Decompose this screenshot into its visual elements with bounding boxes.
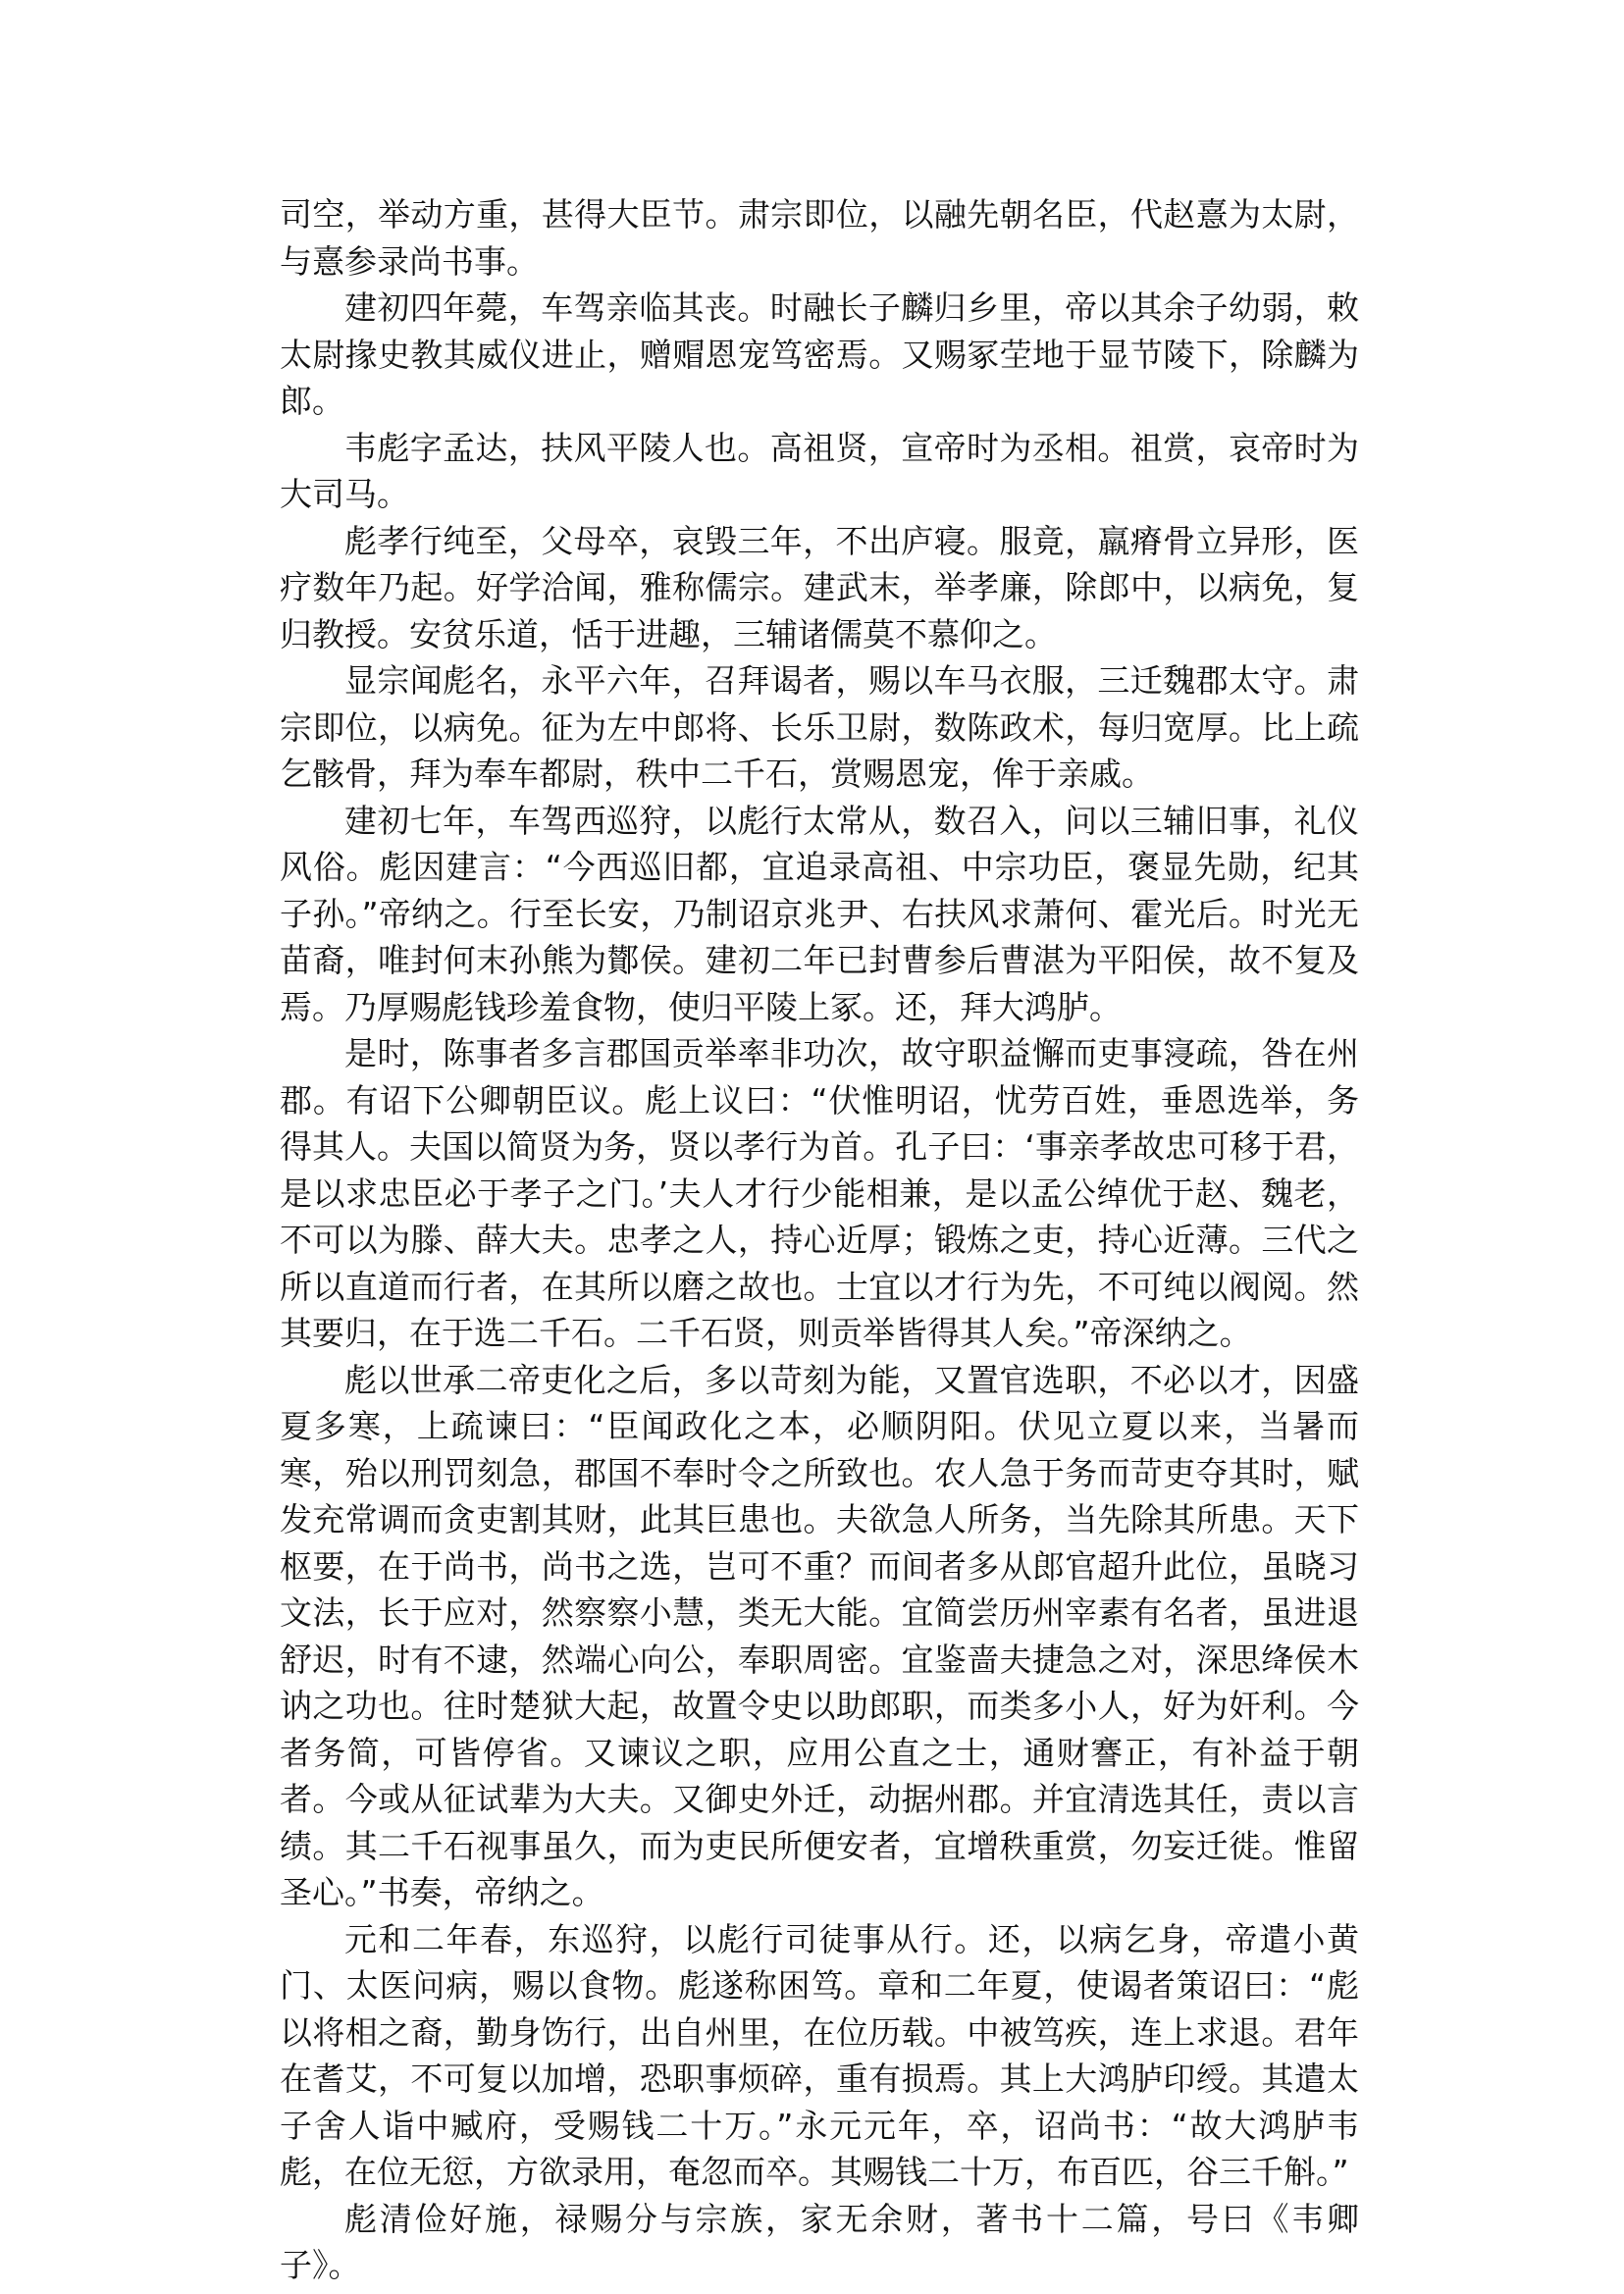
paragraph: 彪清俭好施，禄赐分与宗族，家无余财，著书十二篇，号曰《韦卿子》。 bbox=[280, 2199, 1359, 2284]
paragraph: 建初七年，车驾西巡狩，以彪行太常从，数召入，问以三辅旧事，礼仪风俗。彪因建言：“今西巡旧都，宜追录高祖、中宗功臣，褒显先勋，纪其子孙。”帝纳之。行至长安，乃制诏京兆尹、右扶风求萧何、霍光后。时光无苗裔，唯封何末孙熊为鄼侯。建初二年已封曹参后曹湛为平阳侯，故不复及焉。乃厚赐彪钱珍羞食物，使归平陵上冢。还，拜大鸿胪。 bbox=[280, 801, 1359, 1026]
paragraph: 韦彪字孟达，扶风平陵人也。高祖贤，宣帝时为丞相。祖赏，哀帝时为大司马。 bbox=[280, 428, 1359, 513]
paragraph: 建初四年薨，车驾亲临其丧。时融长子麟归乡里，帝以其余子幼弱，敕太尉掾史教其威仪进止，赠赗恩宠笃密焉。又赐冢茔地于显节陵下，除麟为郎。 bbox=[280, 288, 1359, 420]
paragraph: 彪孝行纯至，父母卒，哀毁三年，不出庐寝。服竟，羸瘠骨立异形，医疗数年乃起。好学洽闻，雅称儒宗。建武末，举孝廉，除郎中，以病免，复归教授。安贫乐道，恬于进趣，三辅诸儒莫不慕仰之。 bbox=[280, 521, 1359, 653]
paragraph: 彪以世承二帝吏化之后，多以苛刻为能，又置官选职，不必以才，因盛夏多寒，上疏谏曰：“臣闻政化之本，必顺阴阳。伏见立夏以来，当暑而寒，殆以刑罚刻急，郡国不奉时令之所致也。农人急于务而苛吏夺其时，赋发充常调而贪吏割其财，此其巨患也。夫欲急人所务，当先除其所患。天下枢要，在于尚书，尚书之选，岂可不重？而间者多从郎官超升此位，虽晓习文法，长于应对，然察察小慧，类无大能。宜简尝历州宰素有名者，虽进退舒迟，时有不逮，然端心向公，奉职周密。宜鉴啬夫捷急之对，深思绛侯木讷之功也。往时楚狱大起，故置令史以助郎职，而类多小人，好为奸利。今者务简，可皆停省。又谏议之职，应用公直之士，通财謇正，有补益于朝者。今或从征试辈为大夫。又御史外迁，动据州郡。并宜清选其任，责以言绩。其二千石视事虽久，而为吏民所便安者，宜增秩重赏，勿妄迁徙。惟留圣心。”书奏，帝纳之。 bbox=[280, 1360, 1359, 1911]
paragraph: 是时，陈事者多言郡国贡举率非功次，故守职益懈而吏事寖疏，咎在州郡。有诏下公卿朝臣议。彪上议曰：“伏惟明诏，忧劳百姓，垂恩选举，务得其人。夫国以简贤为务，贤以孝行为首。孔子曰：‘事亲孝故忠可移于君，是以求忠臣必于孝子之门。’夫人才行少能相兼，是以孟公绰优于赵、魏老，不可以为滕、薛大夫。忠孝之人，持心近厚；锻炼之吏，持心近薄。三代之所以直道而行者，在其所以磨之故也。士宜以才行为先，不可纯以阀阅。然其要归，在于选二千石。二千石贤，则贡举皆得其人矣。”帝深纳之。 bbox=[280, 1034, 1359, 1352]
paragraph: 显宗闻彪名，永平六年，召拜谒者，赐以车马衣服，三迁魏郡太守。肃宗即位，以病免。征为左中郎将、长乐卫尉，数陈政术，每归宽厚。比上疏乞骸骨，拜为奉车都尉，秩中二千石，赏赐恩宠，侔于亲戚。 bbox=[280, 661, 1359, 793]
body-text bbox=[280, 191, 1359, 2289]
paragraph: 元和二年春，东巡狩，以彪行司徒事从行。还，以病乞身，帝遣小黄门、太医问病，赐以食物。彪遂称困笃。章和二年夏，使谒者策诏曰：“彪以将相之裔，勤身饬行，出自州里，在位历载。中被笃疾，连上求退。君年在耆艾，不可复以加增，恐职事烦碎，重有损焉。其上大鸿胪印绶。其遣太子舍人诣中臧府，受赐钱二十万。”永元元年，卒，诏尚书：“故大鸿胪韦彪，在位无愆，方欲录用，奄忽而卒。其赐钱二十万，布百匹，谷三千斛。” bbox=[280, 1919, 1359, 2191]
paragraph: 司空，举动方重，甚得大臣节。肃宗即位，以融先朝名臣，代赵憙为太尉，与憙参录尚书事。 bbox=[280, 195, 1359, 281]
